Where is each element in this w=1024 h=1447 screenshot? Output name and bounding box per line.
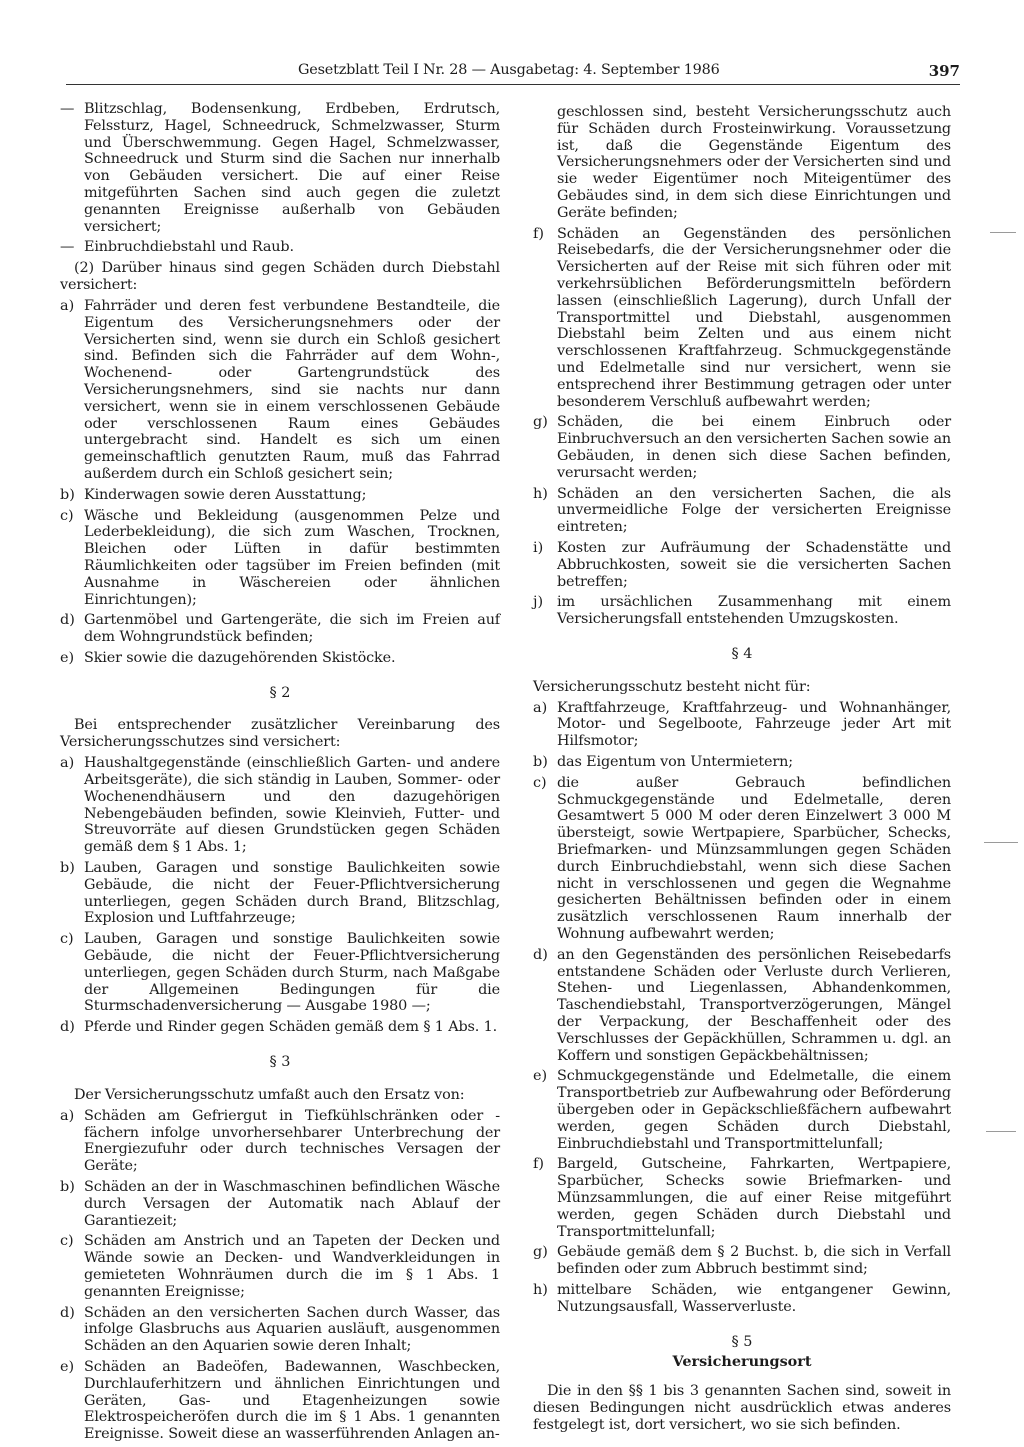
item-text: Schäden an den versicherten Sachen durch Wasser, das infolge Glasbruchs aus Aquarien ausläuft, ausgenommen Schäden an den Aquarien sowie deren Inhalt; <box>84 1304 500 1355</box>
list-item <box>60 931 500 1015</box>
section-5-sign: § 5 <box>731 1333 753 1350</box>
item-label: d) <box>60 1304 75 1321</box>
item-label: b) <box>60 486 75 503</box>
item-label: — <box>60 101 75 117</box>
item-text: Bargeld, Gutscheine, Fahrkarten, Wertpapiere, Sparbücher, Schecks sowie Briefmarken- und Münzsammlungen, die auf einer Reise mitgeführt werden, gegen Schäden durch Diebstahl und Transportmittelunfall; <box>557 1156 951 1240</box>
item-text: Haushaltgegenstände (einschließlich Garten- und andere Arbeitsgeräte), die sich ständig in Lauben, Sommer- oder Wochenendhäusern und den dazugehörigen Nebengebäuden befinden, sowie Kleinvieh, Futter- und Streuvorräte auf diesen Grundstücken gegen Schäden gemäß dem § 1 Abs. 1; <box>84 755 500 856</box>
list-item <box>533 775 951 943</box>
item-label: f) <box>533 225 544 242</box>
section-3-intro: Der Versicherungsschutz umfaßt auch den Ersatz von: <box>74 1086 465 1103</box>
item-label: e) <box>533 1068 548 1085</box>
section-2-sign: § 2 <box>269 684 291 701</box>
item-label: b) <box>60 1178 75 1195</box>
item-label: e) <box>60 649 75 666</box>
list-item <box>60 1179 500 1229</box>
item-label: e) <box>60 1358 75 1375</box>
list-item <box>60 1359 500 1443</box>
item-label: b) <box>533 754 548 771</box>
right-column <box>533 104 951 1438</box>
item-text: Pferde und Rinder gegen Schäden gemäß dem § 1 Abs. 1. <box>84 1019 498 1036</box>
para2-intro: (2) Darüber hinaus sind gegen Schäden durch Diebstahl versichert: <box>60 260 500 293</box>
item-text: das Eigentum von Untermietern; <box>557 754 793 771</box>
item-label: g) <box>533 1244 548 1261</box>
list-item <box>60 1019 500 1036</box>
section-4-intro: Versicherungsschutz besteht nicht für: <box>533 678 811 695</box>
item-text: Fahrräder und deren fest verbundene Bestandteile, die Eigentum des Versicherungsnehmers oder der Versicherten sind, wenn sie durch ein Schloß gesichert sind. Befinden sich die Fahrräder auf dem Wohn-, Wochenend- oder Gartengrundstück des Versicherungsnehmers, sind sie nachts nur dann versichert, wenn sie in einem verschlossenen Gebäude oder verschlossenen Raum eines Gebäudes untergebracht sind. Handelt es sich um einen gemeinschaftlich genutzten Raum, muß das Fahrrad außerdem durch ein Schloß gesichert sein; <box>84 297 500 482</box>
header-title: Gesetzblatt Teil I Nr. 28 — Ausgabetag: 4. September 1986 <box>298 62 720 78</box>
continuation-text: geschlossen sind, besteht Versicherungsschutz auch für Schäden durch Frosteinwirkung. Voraussetzung ist, daß die Gegenstände Eigentum des Versicherungsnehmers oder der Versicherten sind und sie weder Eigentümer noch Miteigentümer des Gebäudes sind, in dem sich diese Einrichtungen und Geräte befinden; <box>557 104 951 221</box>
item-label: a) <box>60 755 75 772</box>
list-item <box>60 612 500 646</box>
list-item <box>533 947 951 1065</box>
item-text: Schäden am Gefriergut in Tiefkühlschränken oder -fächern infolge unvorhersehbarer Unterbrechung der Energiezufuhr oder durch technisches Versagen der Geräte; <box>84 1107 500 1175</box>
list-item <box>533 226 951 411</box>
item-text: Skier sowie die dazugehörenden Skistöcke. <box>84 649 396 666</box>
item-text: die außer Gebrauch befindlichen Schmuckgegenstände und Edelmetalle, deren Gesamtwert 5 000 M oder deren Einzelwert 3 000 M übersteigt, sowie Wertpapiere, Sparbücher, Schecks, Briefmarken- und Münzsammlungen gegen Schäden durch Einbruchdiebstahl, wenn sich diese Sachen nicht in verschlossenen und gegen die Wegnahme gesicherten Behältnissen befinden oder in einem zusätzlich verschlossenen Raum innerhalb der Wohnung aufbewahrt werden; <box>557 774 951 943</box>
left-column <box>60 101 500 1447</box>
list-item <box>533 414 951 481</box>
item-label: a) <box>60 297 75 314</box>
list-item <box>60 508 500 609</box>
item-label: c) <box>60 931 74 948</box>
list-item <box>60 1233 500 1300</box>
item-text: Kinderwagen sowie deren Ausstattung; <box>84 486 367 503</box>
dash-item <box>60 239 500 256</box>
section-5-text: Die in den §§ 1 bis 3 genannten Sachen sind, soweit in diesen Bedingungen nicht ausdrücklich etwas anderes festgelegt ist, dort versichert, wo sie sich befinden. <box>533 1383 951 1433</box>
item-text: Schäden an Badeöfen, Badewannen, Waschbecken, Durchlauferhitzern und ähnlichen Einrichtungen und Geräten, Gas- und Etagenheizungen sowie Elektrospeicheröfen durch die im § 1 Abs. 1 genannten Ereignisse. Soweit diese an wasserführenden Anlagen an- <box>84 1358 500 1443</box>
list-item <box>533 1282 951 1316</box>
item-label: c) <box>60 1233 74 1250</box>
list-item <box>60 650 500 667</box>
item-text: Wäsche und Bekleidung (ausgenommen Pelze und Lederbekleidung), die sich zum Waschen, Trocknen, Bleichen oder Lüften in dafür bestimmten Räumlichkeiten oder tagsüber im Freien befinden (mit Ausnahme in Wäschereien oder ähnlichen Einrichtungen); <box>84 507 500 608</box>
page-number: 397 <box>928 62 960 80</box>
margin-mark <box>986 1131 1016 1132</box>
item-label: d) <box>60 612 75 629</box>
item-text: Einbruchdiebstahl und Raub. <box>84 239 294 256</box>
item-label: d) <box>60 1019 75 1036</box>
item-label: g) <box>533 414 548 431</box>
section-2-intro: Bei entsprechender zusätzlicher Vereinbarung des Versicherungsschutzes sind versichert: <box>60 717 500 751</box>
list-item <box>533 486 951 536</box>
item-text: Schäden, die bei einem Einbruch oder Einbruchversuch an den versicherten Sachen sowie an Gebäuden, in denen sich diese Sachen befinden, verursacht werden; <box>557 414 951 481</box>
item-label: h) <box>533 1281 548 1298</box>
section-4-sign: § 4 <box>731 645 753 662</box>
item-text: Schäden an der in Waschmaschinen befindlichen Wäsche durch Versagen der Automatik nach Ablauf der Garantiezeit; <box>84 1178 500 1229</box>
item-text: Lauben, Garagen und sonstige Baulichkeiten sowie Gebäude, die nicht der Feuer-Pflichtversicherung unterliegen, gegen Schäden durch Brand, Blitzschlag, Explosion und Luftfahrzeuge; <box>84 860 500 927</box>
item-label: j) <box>533 594 544 611</box>
item-text: Gebäude gemäß dem § 2 Buchst. b, die sich in Verfall befinden oder zum Abbruch bestimmt sind; <box>557 1244 951 1278</box>
section-3-sign: § 3 <box>269 1054 291 1071</box>
item-label: a) <box>533 699 548 716</box>
item-label-spacer <box>533 104 557 222</box>
item-text: mittelbare Schäden, wie entgangener Gewinn, Nutzungsausfall, Wasserverluste. <box>557 1281 951 1315</box>
item-text: Schäden an Gegenständen des persönlichen Reisebedarfs, die der Versicherungsnehmer oder die Versicherten auf der Reise mit sich führen oder mit verkehrsüblichen Beförderungsmitteln befördern lassen (einschließlich Lagerung), durch Unfall der Transportmittel und Diebstahl, ausgenommen Diebstahl beim Zelten und aus einem nicht verschlossenen Kraftfahrzeug. Schmuckgegenstände und Edelmetalle sind nur versichert, wenn sie entsprechend ihrer Bestimmung getragen oder unter besonderem Verschluß aufbewahrt werden; <box>557 225 951 410</box>
item-label: d) <box>533 946 548 963</box>
item-label: a) <box>60 1107 75 1124</box>
list-item <box>60 298 500 483</box>
list-item <box>533 1068 951 1152</box>
item-label: h) <box>533 485 548 502</box>
item-text: Schäden am Anstrich und an Tapeten der Decken und Wände sowie an Decken- und Wandverkleidungen in gemieteten Wohnräumen durch die im § 1 Abs. 1 genannten Ereignisse; <box>84 1233 500 1300</box>
section-5-heading: Versicherungsort <box>672 1353 812 1371</box>
item-text: Schäden an den versicherten Sachen, die als unvermeidliche Folge der versicherten Ereignisse eintreten; <box>557 485 951 536</box>
item-label: c) <box>533 774 547 791</box>
item-label: f) <box>533 1156 544 1173</box>
item-text: an den Gegenständen des persönlichen Reisebedarfs entstandene Schäden oder Verluste durch Verlieren, Stehen- und Liegenlassen, Abhandenkommen, Taschendiebstahl, Transportverzögerungen, Mängel der Verpackung, der Beschaffenheit oder des Verschlusses der Gepäckhüllen, Schrammen u. dgl. an Koffern und sonstigen Gepäckbehältnissen; <box>557 946 951 1064</box>
dash-item <box>60 101 500 235</box>
list-item <box>60 755 500 856</box>
item-label: c) <box>60 507 74 524</box>
list-item <box>533 700 951 750</box>
list-item <box>60 487 500 504</box>
list-item <box>533 594 951 628</box>
item-label: b) <box>60 860 75 877</box>
item-text: Lauben, Garagen und sonstige Baulichkeiten sowie Gebäude, die nicht der Feuer-Pflichtversicherung unterliegen, gegen Schäden durch Sturm, nach Maßgabe der Allgemeinen Bedingungen für die Sturmschadenversicherung — Ausgabe 1980 —; <box>84 931 500 1015</box>
list-item <box>533 540 951 590</box>
list-item <box>60 1305 500 1355</box>
list-item <box>533 1244 951 1278</box>
item-text: Gartenmöbel und Gartengeräte, die sich im Freien auf dem Wohngrundstück befinden; <box>84 612 500 646</box>
item-text: Kosten zur Aufräumung der Schadenstätte und Abbruchkosten, soweit sie die versicherten Sachen betreffen; <box>557 539 951 590</box>
item-text: Blitzschlag, Bodensenkung, Erdbeben, Erdrutsch, Felssturz, Hagel, Schneedruck, Schmelzwasser, Sturm und Überschwemmung. Gegen Hagel, Schmelzwasser, Schneedruck und Sturm sind die Sachen nur innerhalb von Gebäuden versichert. Die auf einer Reise mitgeführten Sachen sind auch gegen die zuletzt genannten Ereignisse außerhalb von Gebäuden versichert; <box>84 101 500 235</box>
list-item <box>60 860 500 927</box>
list-item <box>60 1108 500 1175</box>
margin-mark <box>990 232 1016 233</box>
item-label: — <box>60 239 75 256</box>
item-text: Schmuckgegenstände und Edelmetalle, die einem Transportbetrieb zur Aufbewahrung oder Beförderung übergeben oder in Gepäckschließfächern aufbewahrt werden, gegen Schäden durch Diebstahl, Einbruchdiebstahl und Transportmittelunfall; <box>557 1068 951 1152</box>
list-item <box>533 754 951 771</box>
continuation-item <box>533 104 951 222</box>
margin-mark <box>984 842 1018 843</box>
item-text: Kraftfahrzeuge, Kraftfahrzeug- und Wohnanhänger, Motor- und Segelboote, Fahrzeuge jeder Art mit Hilfsmotor; <box>557 699 951 750</box>
item-label: i) <box>533 539 544 556</box>
item-text: im ursächlichen Zusammenhang mit einem Versicherungsfall entstehenden Umzugskosten. <box>557 594 951 628</box>
list-item <box>533 1156 951 1240</box>
page-header <box>66 58 960 85</box>
